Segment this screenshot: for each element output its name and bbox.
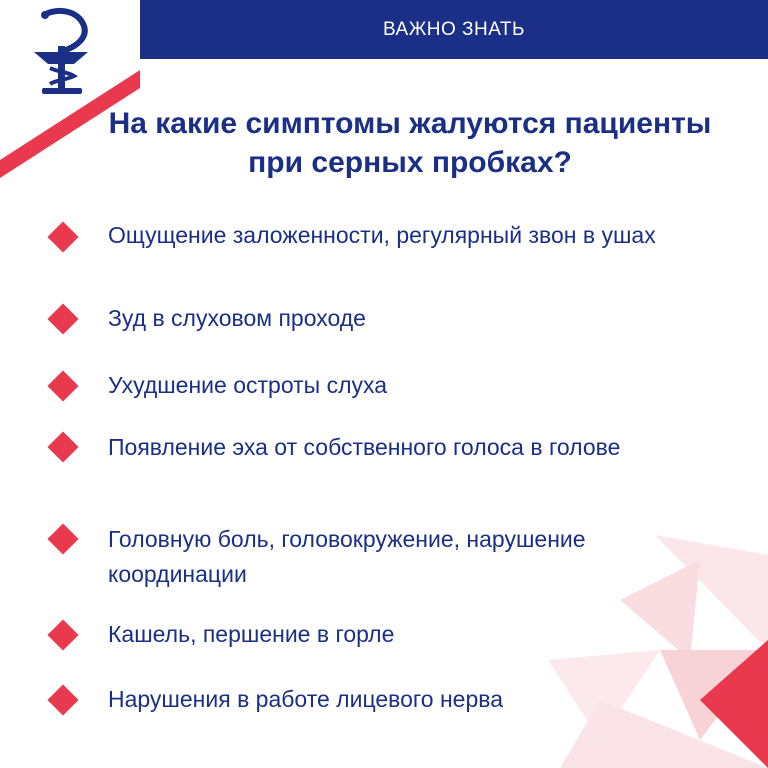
banner-text: ВАЖНО ЗНАТЬ <box>383 18 525 40</box>
diamond-bullet-icon <box>47 684 78 715</box>
diamond-bullet-icon <box>47 221 78 252</box>
diamond-bullet-icon <box>47 370 78 401</box>
symptom-text: Ощущение заложенности, регулярный звон в ушах <box>108 222 656 248</box>
diamond-bullet-icon <box>47 523 78 554</box>
symptom-text: Появление эха от собственного голоса в голове <box>108 434 621 460</box>
symptom-text: Нарушения в работе лицевого нерва <box>108 686 504 712</box>
diamond-bullet-icon <box>47 303 78 334</box>
page-title: На какие симптомы жалуются пациенты при серных пробках? <box>108 107 712 179</box>
diamond-bullet-icon <box>47 619 78 650</box>
diamond-bullet-icon <box>47 431 78 462</box>
symptom-text: Головную боль, головокружение, нарушение координации <box>108 526 586 587</box>
symptom-text: Кашель, першение в горле <box>108 621 395 647</box>
symptom-text: Ухудшение остроты слуха <box>108 372 388 398</box>
symptom-text: Зуд в слуховом проходе <box>108 305 366 331</box>
